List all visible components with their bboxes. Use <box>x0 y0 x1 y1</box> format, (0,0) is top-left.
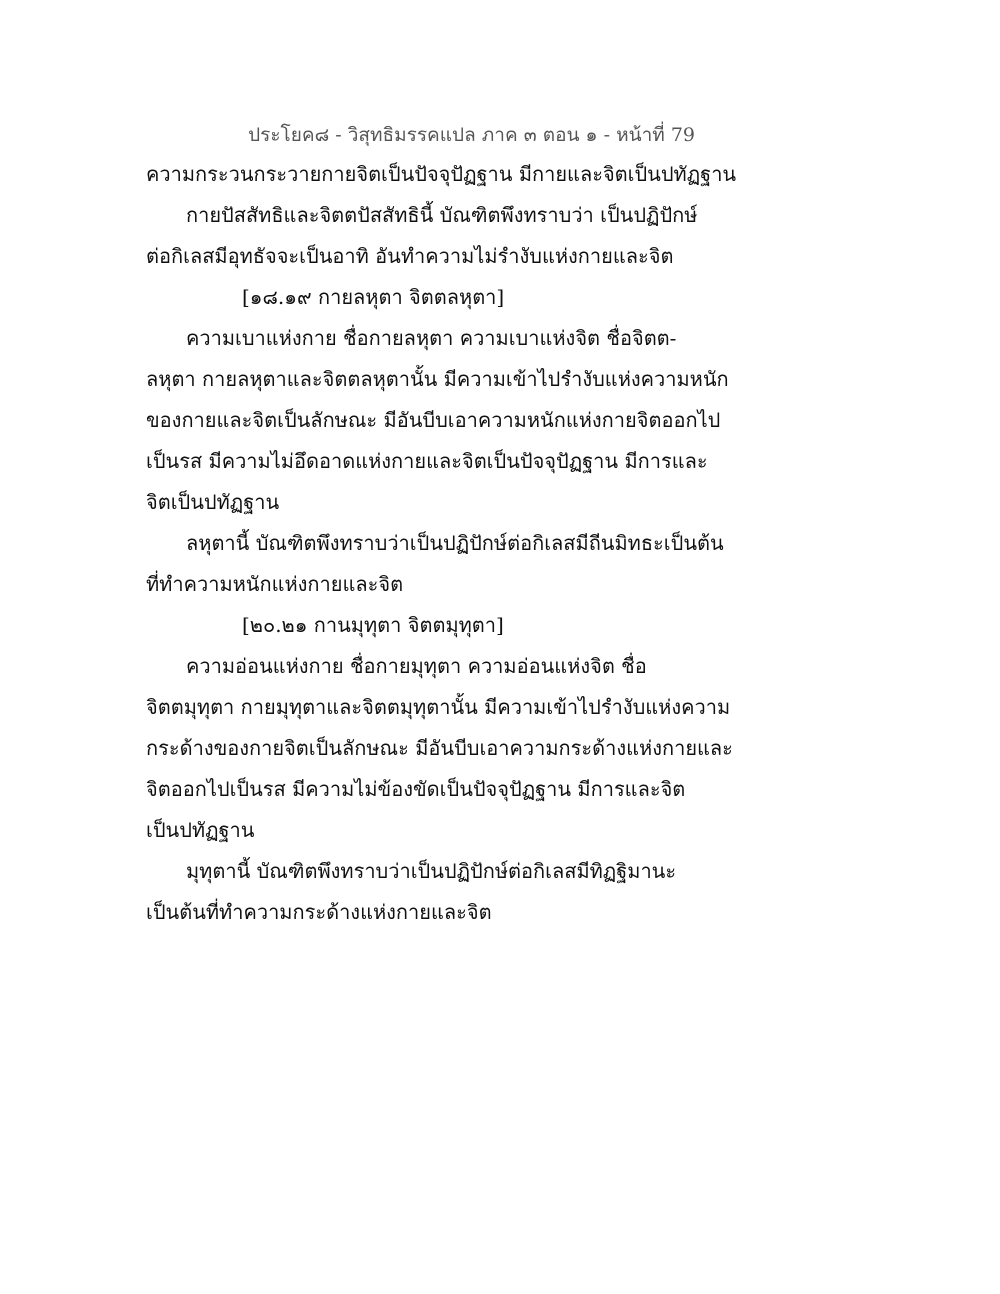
body-line-18: มุทุตานี้ บัณฑิตพึงทราบว่าเป็นปฏิปักษ์ต่อกิเลสมีทิฏฐิมานะ <box>186 859 677 883</box>
body-line-6: ลหุตา กายลหุตาและจิตตลหุตานั้น มีความเข้าไปรำงับแห่งความหนัก <box>146 367 729 391</box>
body-line-1: ความกระวนกระวายกายจิตเป็นปัจจุปัฏฐาน มีกายและจิตเป็นปทัฏฐาน <box>146 162 737 186</box>
body-line-9: จิตเป็นปทัฏฐาน <box>146 490 280 514</box>
body-line-14: จิตตมุทุตา กายมุทุตาและจิตตมุทุตานั้น มีความเข้าไปรำงับแห่งความ <box>146 695 731 719</box>
body-line-7: ของกายและจิตเป็นลักษณะ มีอันบีบเอาความหนักแห่งกายจิตออกไป <box>146 408 721 432</box>
body-line-19: เป็นต้นที่ทำความกระด้างแห่งกายและจิต <box>146 900 492 924</box>
body-line-17: เป็นปทัฏฐาน <box>146 818 255 842</box>
section-heading-18-19: [๑๘.๑๙ กายลหุตา จิตตลหุตา] <box>242 285 505 309</box>
body-line-13: ความอ่อนแห่งกาย ชื่อกายมุทุตา ความอ่อนแห่งจิต ชื่อ <box>186 654 647 678</box>
body-line-16: จิตออกไปเป็นรส มีความไม่ข้องขัดเป็นปัจจุปัฏฐาน มีการและจิต <box>146 777 686 801</box>
body-line-11: ที่ทำความหนักแห่งกายและจิต <box>146 572 404 596</box>
running-header: ประโยค๘ - วิสุทธิมรรคแปล ภาค ๓ ตอน ๑ - หน้าที่ 79 <box>248 124 695 146</box>
section-heading-20-21: [๒๐.๒๑ กานมุทุตา จิตตมุทุตา] <box>242 613 504 637</box>
body-line-3: ต่อกิเลสมีอุทธัจจะเป็นอาทิ อันทำความไม่รำงับแห่งกายและจิต <box>146 244 674 268</box>
body-line-2: กายปัสสัทธิและจิตตปัสสัทธินี้ บัณฑิตพึงทราบว่า เป็นปฏิปักษ์ <box>186 203 698 227</box>
body-line-8: เป็นรส มีความไม่อึดอาดแห่งกายและจิตเป็นปัจจุปัฏฐาน มีการและ <box>146 449 708 473</box>
body-line-5: ความเบาแห่งกาย ชื่อกายลหุตา ความเบาแห่งจิต ชื่อจิตต- <box>186 326 677 350</box>
body-line-15: กระด้างของกายจิตเป็นลักษณะ มีอันบีบเอาความกระด้างแห่งกายและ <box>146 736 733 760</box>
body-line-10: ลหุตานี้ บัณฑิตพึงทราบว่าเป็นปฏิปักษ์ต่อกิเลสมีถีนมิทธะเป็นต้น <box>186 531 724 555</box>
